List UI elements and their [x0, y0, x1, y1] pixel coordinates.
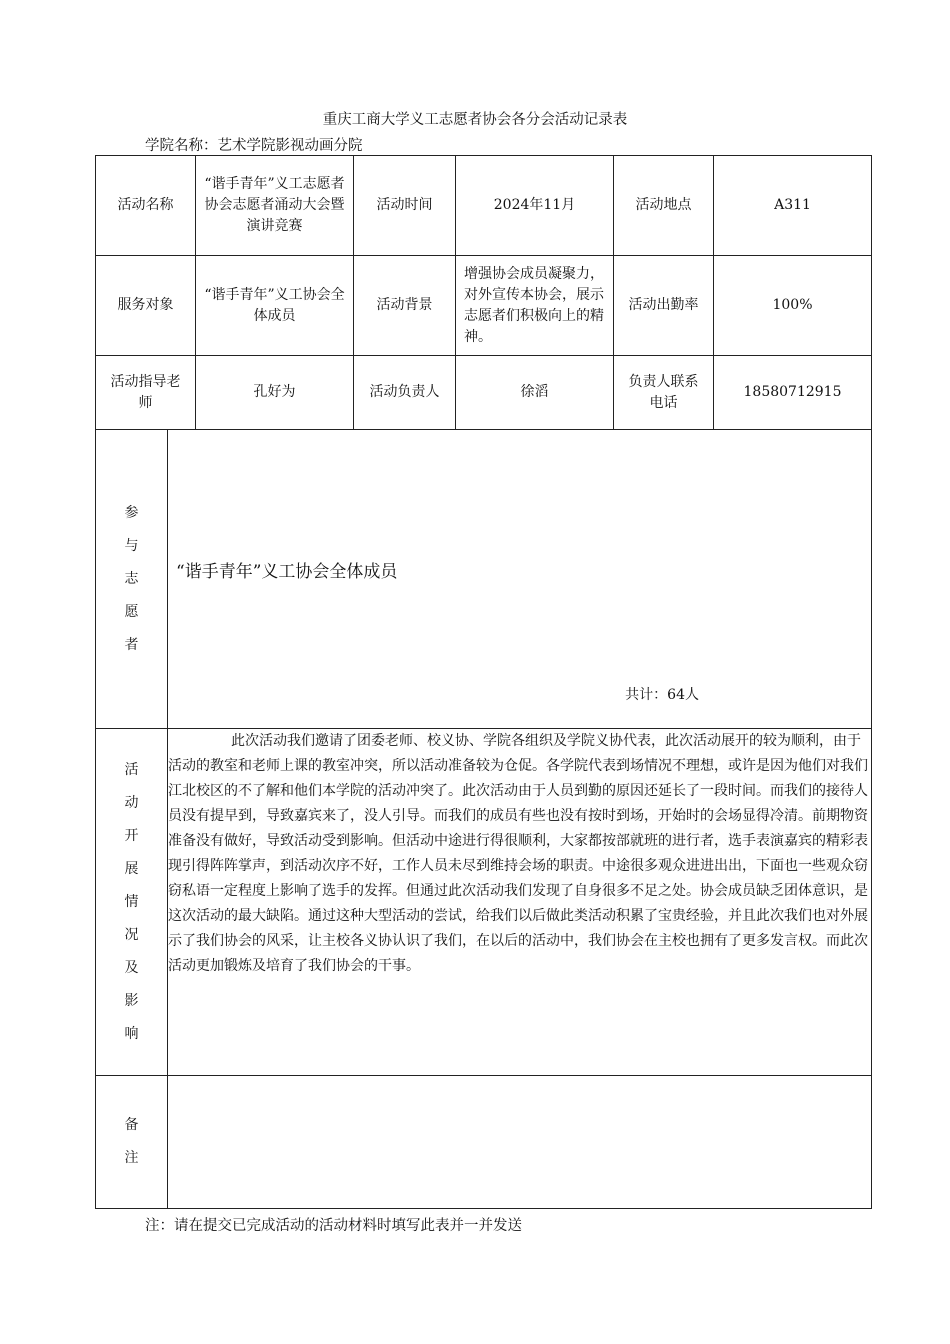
activity-place-label: 活动地点: [614, 156, 714, 256]
development-text-cell: [168, 729, 872, 1076]
contact-label: 负责人联系电话: [614, 356, 714, 430]
activity-detail-table: [95, 429, 872, 1209]
attendance-value: 100%: [714, 256, 872, 356]
volunteers-cell: [168, 430, 872, 729]
contact-value: 18580712915: [714, 356, 872, 430]
volunteers-names: “谐手青年”义工协会全体成员: [176, 562, 398, 582]
service-target-value: “谐手青年”义工协会全体成员: [196, 256, 354, 356]
development-text: 此次活动我们邀请了团委老师、校义协、学院各组织及学院义协代表，此次活动展开的较为顺利，由于活动的教室和老师上课的教室冲突，所以活动准备较为仓促。各学院代表到场情况不理想，或许是因为他们对我们江北校区的不了解和他们本学院的活动冲突了。此次活动由于人员到勤的原因还延长了一段时间。而我们的接待人员没有提早到，导致嘉宾来了，没人引导。而我们的成员有些也没有按时到场，开始时的会场显得冷清。前期物资准备没有做好，导致活动受到影响。但活动中途进行得很顺利，大家都按部就班的进行者，选手表演嘉宾的精彩表现引得阵阵掌声，到活动次序不好，工作人员未尽到维持会场的职责。中途很多观众进进出出，下面也一些观众窃窃私语一定程度上影响了选手的发挥。但通过此次活动我们发现了自身很多不足之处。协会成员缺乏团体意识，是这次活动的最大缺陷。通过这种大型活动的尝试，给我们以后做此类活动积累了宝贵经验，并且此次我们也对外展示了我们协会的风采，让主校各义协认识了我们，在以后的活动中，我们协会在主校也拥有了更多发言权。而此次活动更加锻炼及培育了我们协会的干事。: [168, 733, 868, 974]
activity-time-value: 2024年11月: [456, 156, 614, 256]
form-title: 重庆工商大学义工志愿者协会各分会活动记录表: [322, 112, 628, 128]
activity-info-table: [95, 155, 872, 430]
remarks-label: 备 注: [96, 1076, 168, 1209]
leader-value: 徐滔: [456, 356, 614, 430]
development-label: 活 动 开 展 情 况 及 影 响: [96, 729, 168, 1076]
volunteers-total: 共计：64人: [625, 687, 699, 703]
remarks-cell: [168, 1076, 872, 1209]
advisor-label: 活动指导老师: [96, 356, 196, 430]
attendance-label: 活动出勤率: [614, 256, 714, 356]
activity-time-label: 活动时间: [354, 156, 456, 256]
activity-place-value: A311: [714, 156, 872, 256]
advisor-value: 孔好为: [196, 356, 354, 430]
volunteers-label: 参 与 志 愿 者: [96, 430, 168, 729]
service-target-label: 服务对象: [96, 256, 196, 356]
leader-label: 活动负责人: [354, 356, 456, 430]
background-label: 活动背景: [354, 256, 456, 356]
activity-name-label: 活动名称: [96, 156, 196, 256]
college-name: 学院名称：艺术学院影视动画分院: [145, 138, 363, 154]
footer-note: 注：请在提交已完成活动的活动材料时填写此表并一并发送: [145, 1218, 522, 1234]
background-value: 增强协会成员凝聚力，对外宣传本协会，展示志愿者们积极向上的精神。: [456, 256, 614, 356]
activity-name-value: “谐手青年”义工志愿者协会志愿者涌动大会暨演讲竞赛: [196, 156, 354, 256]
